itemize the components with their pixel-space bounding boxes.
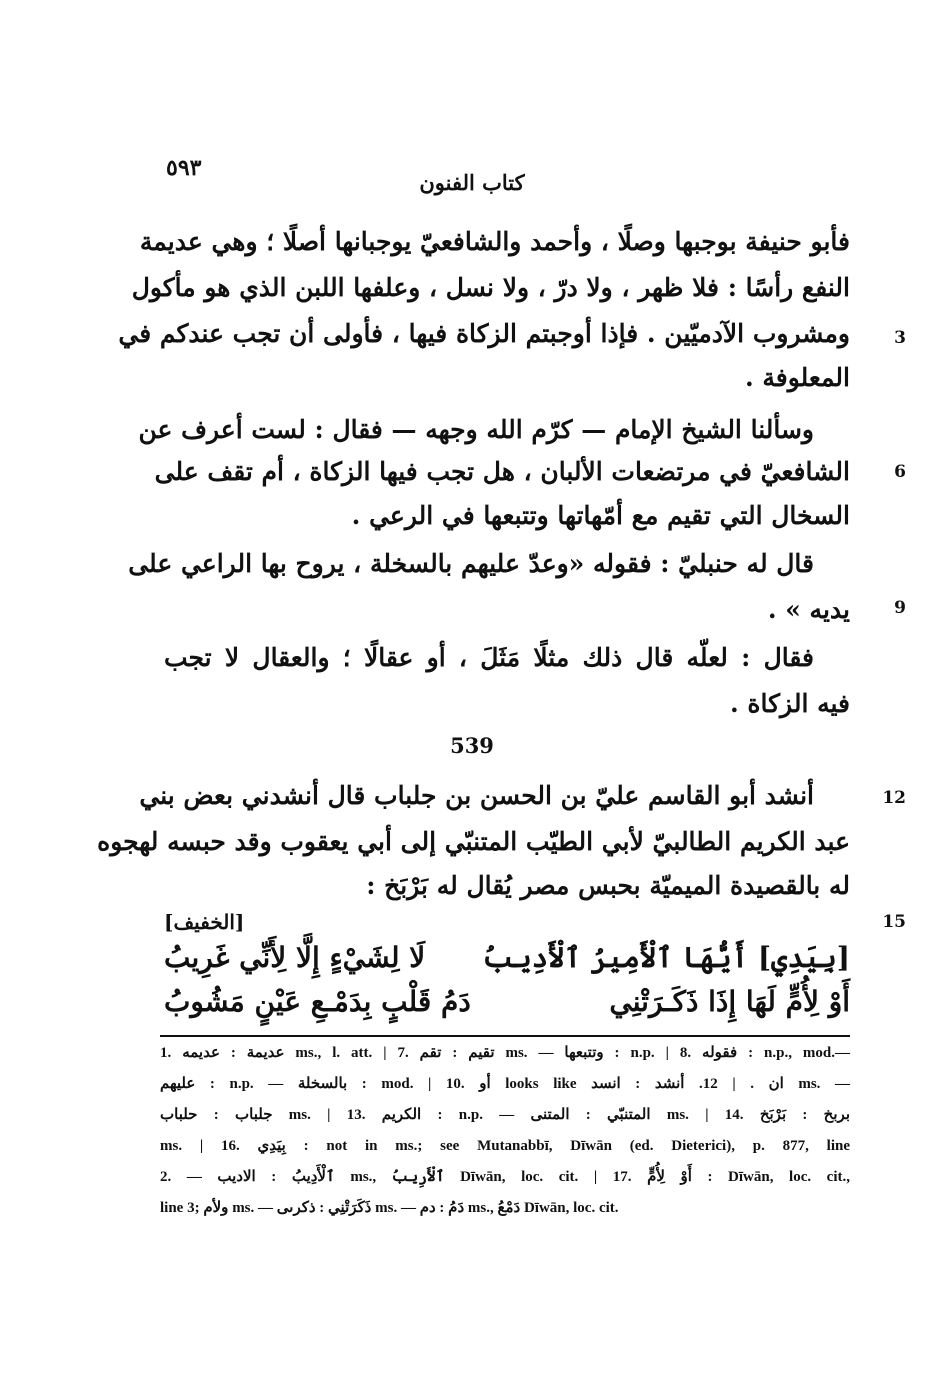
verse-first-hemistich: أَوْ لِأُمٍّ لَهَا إِذَا ذَكَـرَتْنِي bbox=[609, 985, 850, 1018]
text-line: فقال : لعلّه قال ذلك مثلًا مَثَلَ ، أو عقالًا ؛ والعقال لا تجب bbox=[164, 643, 814, 672]
text-line: وسألنا الشيخ الإمام — كرّم الله وجهه — فقال : لست أعرف عن bbox=[138, 415, 814, 444]
text-line: فيه الزكاة . bbox=[730, 689, 850, 718]
footnote-line: 1. عديمة : عديمه ms., l. att. | 7. تقيم : تقم ms. — وتتبعها : n.p. | 8. فقوله : n.p., mod.— bbox=[160, 1045, 850, 1061]
text-line: فأبو حنيفة بوجبها وصلًا ، وأحمد والشافعيّ يوجبانها أصلًا ؛ وهي عديمة bbox=[139, 227, 850, 256]
text-line: ومشروب الآدميّين . فإذا أوجبتم الزكاة فيها ، فأولى أن تجب عندكم في bbox=[118, 319, 850, 348]
footnote-line: line 3; ولأم ms. — ذَكَرَتْنِي : ذكرىى ms. — دَمُ : دم ms., دَمْعُ Dīwān, loc. cit. bbox=[160, 1200, 619, 1216]
text-line: له بالقصيدة الميميّة بحبس مصر يُقال له بَرْبَخ : bbox=[366, 871, 850, 900]
verse-second-hemistich: لَا لِشَيْءٍ إِلَّا لِأَنِّي غَرِيبُ bbox=[164, 941, 426, 974]
footnote-line: ms. | 16. بِيَدِي : not in ms.; see Mutanabbī, Dīwān (ed. Dieterici), p. 877, line bbox=[160, 1138, 850, 1154]
text-line: قال له حنبليّ : فقوله «وعدّ عليهم بالسخلة ، يروح بها الراعي على bbox=[128, 549, 814, 578]
text-line: الشافعيّ في مرتضعات الألبان ، هل تجب فيها الزكاة ، أم تقف على bbox=[154, 457, 850, 486]
text-line: عبد الكريم الطالبيّ لأبي الطيّب المتنبّي إلى أبي يعقوب وقد حبسه لهجوه bbox=[97, 827, 850, 856]
text-line: المعلوفة . bbox=[744, 363, 850, 392]
footnote-line: عليهم : n.p. — بالسخلة : mod. | 10. أو looks like ان . | 12. أنشد : انسد ms. — bbox=[160, 1076, 850, 1092]
running-title: كتاب الفنون bbox=[419, 170, 525, 195]
footnote-line: جلباب : حلباب ms. | 13. الكريم : n.p. — المتنبّي : المتنى ms. | 14. بربخ : بَرْبَخ bbox=[160, 1107, 850, 1123]
text-line: يديه » . bbox=[767, 595, 850, 624]
text-line: أنشد أبو القاسم عليّ بن الحسن بن جلباب قال أنشدني بعض بني bbox=[139, 781, 814, 810]
line-number: 15 bbox=[882, 912, 906, 932]
verse-first-hemistich: [بِيَدِي] أَيُّهَا ٱلْأَمِيرُ ٱلْأَدِيبُ bbox=[482, 941, 850, 974]
line-number: 6 bbox=[894, 462, 906, 482]
meter-label: [الخفيف] bbox=[164, 910, 245, 934]
text-line: السخال التي تقيم مع أمّهاتها وتتبعها في الرعي . bbox=[351, 501, 850, 530]
text-line: النفع رأسًا : فلا ظهر ، ولا درّ ، ولا نسل ، وعلفها اللبن الذي هو مأكول bbox=[131, 273, 850, 302]
section-number: 539 bbox=[450, 733, 494, 758]
footnote-rule bbox=[160, 1035, 850, 1037]
verse-second-hemistich: دَمُ قَلْبٍ بِدَمْـعِ عَيْنٍ مَشُوبُ bbox=[164, 985, 471, 1018]
page-number: ٥٩٣ bbox=[166, 155, 202, 181]
line-number: 3 bbox=[894, 328, 906, 348]
line-number: 9 bbox=[894, 598, 906, 618]
footnote-line: 2. — ٱلْأَدِيبُ : الاديب ms., ٱلْأَرِيبُ Dīwān, loc. cit. | 17. أَوْ لِأُمٍّ : Dīwān, loc. cit., bbox=[160, 1169, 850, 1185]
line-number: 12 bbox=[882, 788, 906, 808]
